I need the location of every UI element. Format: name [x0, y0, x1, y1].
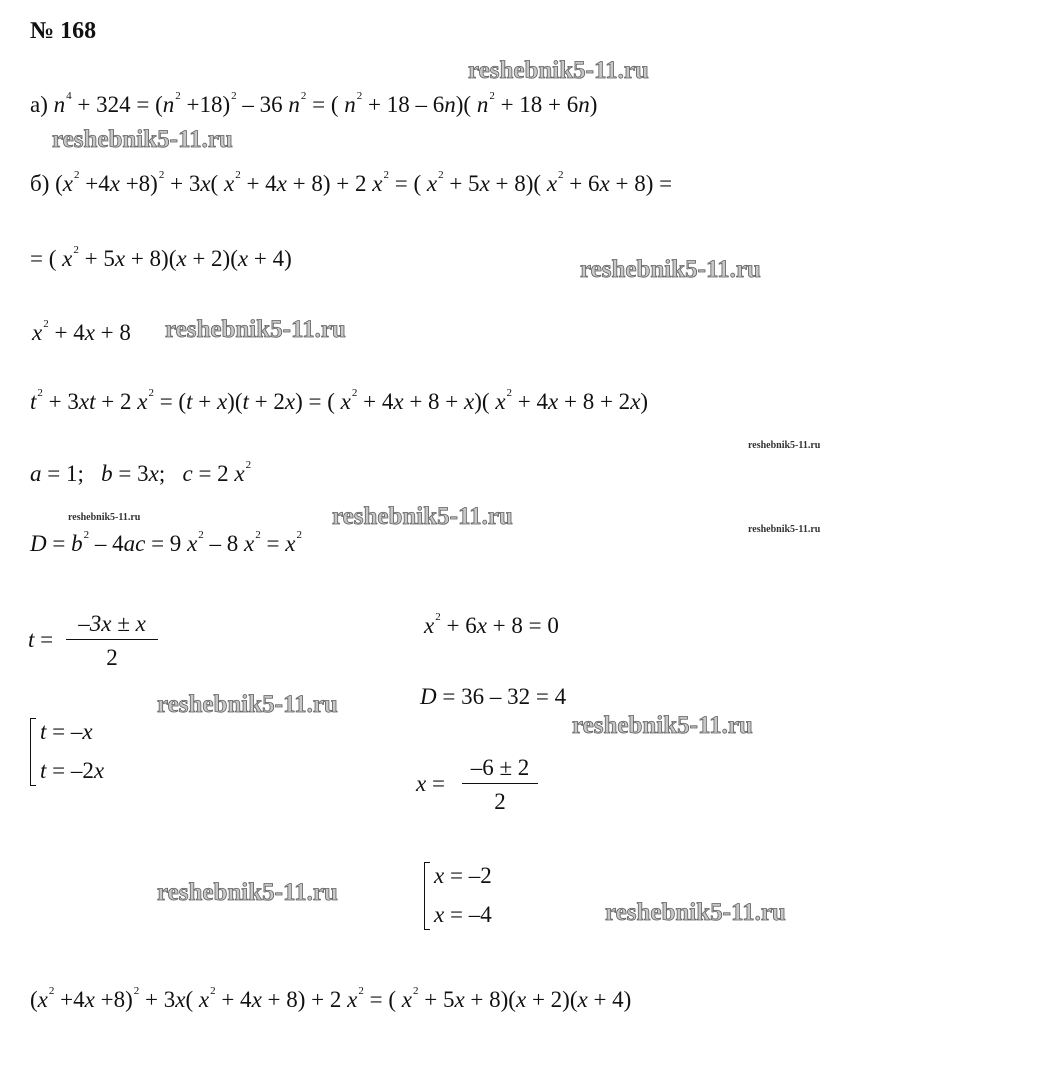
watermark: reshebnik5-11.ru [52, 126, 233, 153]
watermark: reshebnik5-11.ru [605, 899, 786, 926]
final-answer: $(x^2 +4x +8)^2 + 3x$( $x^2 + 4x + 8) + 2$ $x^2$ = ( $x^2 + 5x + 8)(x + 2)(x + 4)$ [30, 985, 632, 1012]
watermark: reshebnik5-11.ru [157, 691, 338, 718]
t-fraction: –3x ± x 2 [66, 612, 158, 669]
x-root-2: x = –4 [434, 902, 492, 927]
watermark: reshebnik5-11.ru [572, 712, 753, 739]
system-bracket [424, 862, 430, 930]
discriminant-2: D = 36 – 32 = 4 [420, 684, 567, 709]
x-fraction: –6 ± 2 2 [462, 756, 538, 813]
equation-t: $t^2 + 3xt + 2$ $x^2 = (t + x)(t + 2x)$ = ( $x^2 + 4x + 8 + x$)( $x^2 + 4x + 8 + 2x$) [30, 387, 649, 414]
watermark: reshebnik5-11.ru [157, 879, 338, 906]
t-root-1: t = –x [40, 719, 93, 744]
watermark: reshebnik5-11.ru [165, 316, 346, 343]
watermark: reshebnik5-11.ru [580, 256, 761, 283]
discriminant: $D = b^2 - 4ac = 9$ $x^2 - 8$ $x^2 = x^2$ [30, 529, 302, 556]
watermark: reshebnik5-11.ru [332, 503, 513, 530]
watermark: reshebnik5-11.ru [748, 440, 821, 451]
problem-number: № 168 [30, 18, 97, 44]
quadratic-equation: $x^2 + 6x + 8 = 0$ [424, 611, 559, 638]
system-bracket [30, 718, 36, 786]
t-label: t = [28, 627, 54, 652]
coefficients: a = 1; b = 3x; c = 2 $x^2$ [30, 459, 252, 486]
equation-b-result: = ( $x^2 + 5x + 8)(x + 2)(x + 4)$ [30, 244, 292, 271]
t-root-2: t = –2x [40, 758, 105, 783]
watermark: reshebnik5-11.ru [68, 512, 141, 523]
x-label: x = [416, 771, 445, 796]
equation-a: а) $n^4 + 324 = (n^2 +18)^2 - 36$ $n^2$ = ( $n^2 + 18 - 6n$)( $n^2 + 18 + 6n$) [30, 90, 598, 117]
substitution: $x^2 + 4x + 8$ [32, 318, 131, 345]
watermark: reshebnik5-11.ru [468, 57, 649, 84]
watermark: reshebnik5-11.ru [748, 524, 821, 535]
x-root-1: x = –2 [434, 863, 492, 888]
equation-b: б) $(x^2 +4x +8)^2 + 3x$( $x^2 + 4x + 8) + 2$ $x^2$ = ( $x^2 + 5x + 8$)( $x^2 + 6x + 8$) = [30, 169, 673, 196]
